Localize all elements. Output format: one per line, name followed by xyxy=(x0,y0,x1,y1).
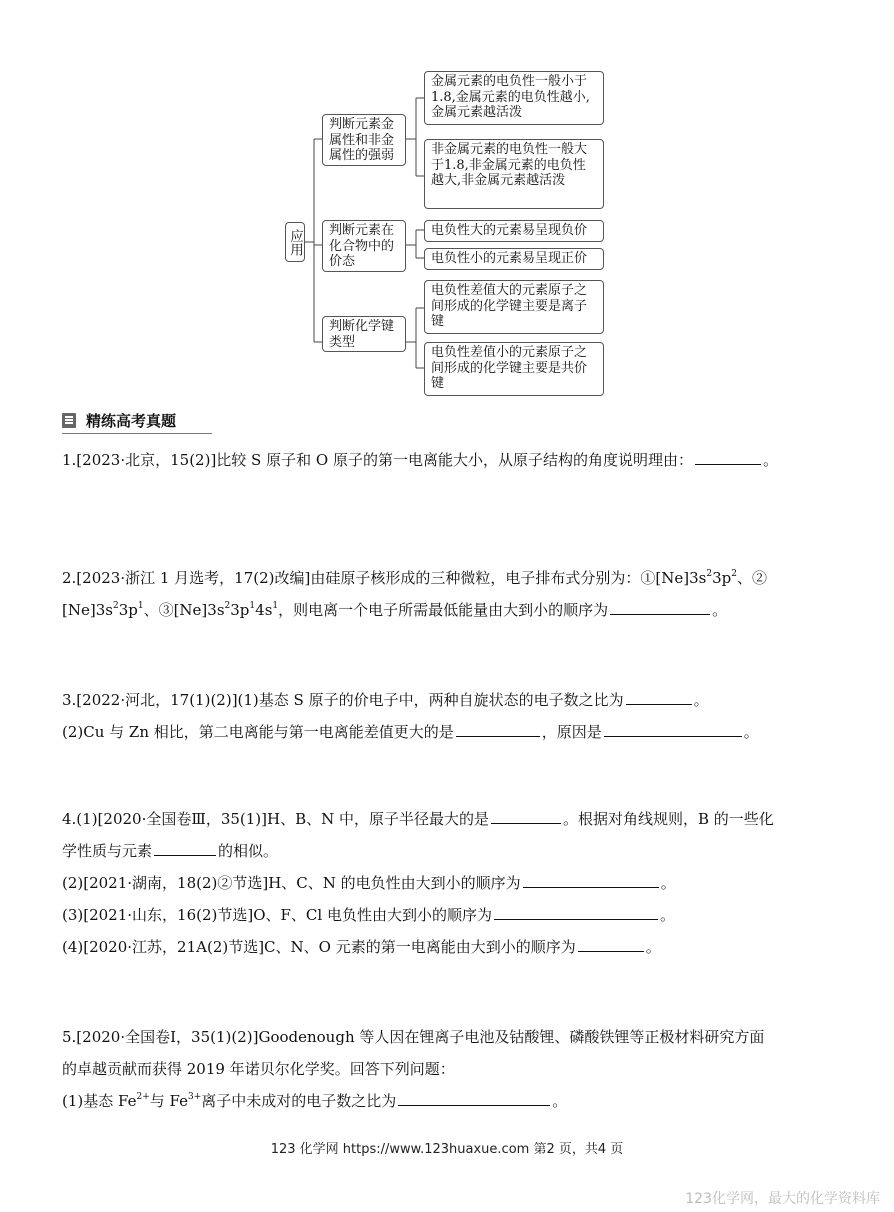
branch-bond-type: 判断化学键类型 xyxy=(322,316,406,352)
question-5: 5.[2020·全国卷Ⅰ，35(1)(2)]Goodenough 等人因在锂离子电池及钴酸锂、磷酸铁锂等正极材料研究方面 的卓越贡献而获得 2019 年诺贝尔化学奖。回答下列问题： (1)基态 $Fe^{2+}$与 $Fe^{3+}$离子中未成对的电子数之比为 。 xyxy=(62,1028,765,1110)
tree-root: 应用 xyxy=(285,222,305,262)
leaf-covalent-bond: 电负性差值小的元素原子之间形成的化学键主要是共价键 xyxy=(424,342,604,396)
page-footer: 123 化学网 https://www.123huaxue.com 第2 页，共4 页 xyxy=(270,1142,624,1157)
section-underline xyxy=(62,433,212,434)
answer-blank[interactable] xyxy=(398,1088,550,1106)
question-3: 3.[2022·河北，17(1)(2)](1)基态 S 原子的价电子中，两种自旋状态的电子数之比为 。 (2)Cu 与 Zn 相比，第二电离能与第一电离能差值更大的是 ，原因是 。 xyxy=(62,684,842,748)
answer-blank[interactable] xyxy=(695,447,761,465)
answer-blank[interactable] xyxy=(626,687,692,705)
answer-blank[interactable] xyxy=(456,719,540,737)
answer-blank[interactable] xyxy=(523,870,659,888)
document-icon xyxy=(62,413,76,428)
leaf-negative-valence: 电负性大的元素易呈现负价 xyxy=(424,220,604,242)
leaf-positive-valence: 电负性小的元素易呈现正价 xyxy=(424,248,604,270)
question-2: 2.[2023·浙江 1 月选考，17(2)改编]由硅原子核形成的三种微粒，电子排布式分别为：$①[Ne]3s^23p^2$、② $[Ne]3s^23p^1$、$③[Ne]3s^23p^14s^1$，则电离一个电子所需最低能量由大到小的顺序为 。 xyxy=(62,569,767,619)
branch-metallicity: 判断元素金属性和非金属性的强弱 xyxy=(322,114,406,166)
leaf-metal-electronegativity: 金属元素的电负性一般小于1.8,金属元素的电负性越小,金属元素越活泼 xyxy=(424,71,604,125)
answer-blank[interactable] xyxy=(610,597,710,615)
answer-blank[interactable] xyxy=(604,719,742,737)
leaf-nonmetal-electronegativity: 非金属元素的电负性一般大于1.8,非金属元素的电负性越大,非金属元素越活泼 xyxy=(424,139,604,209)
question-1: 1.[2023·北京，15(2)]比较 S 原子和 O 原子的第一电离能大小，从原子结构的角度说明理由： 。 xyxy=(62,444,842,476)
question-4: 4.(1)[2020·全国卷Ⅲ，35(1)]H、B、N 中，原子半径最大的是 。根据对角线规则，B 的一些化 学性质与元素 的相似。 (2)[2021·湖南，18(2)②节选]H、C、N 的电负性由大到小的顺序为 。 (3)[2021·山东，16(2)节选]O、F、Cl 电负性由大到小的顺序为 。 (4)[2020·江苏，21A(2)节选]C、N、O 元素的第一电离能由大到小的顺序为 。 xyxy=(62,803,842,963)
leaf-ionic-bond: 电负性差值大的元素原子之间形成的化学键主要是离子键 xyxy=(424,280,604,334)
section-heading xyxy=(62,409,212,431)
branch-valence: 判断元素在化合物中的价态 xyxy=(322,220,406,272)
watermark: 123化学网，最大的化学资料库 xyxy=(685,1191,880,1207)
answer-blank[interactable] xyxy=(578,934,644,952)
concept-tree xyxy=(0,0,894,410)
answer-blank[interactable] xyxy=(491,806,561,824)
answer-blank[interactable] xyxy=(154,838,216,856)
answer-blank[interactable] xyxy=(494,902,658,920)
section-heading-text: 精练高考真题 xyxy=(86,412,177,430)
